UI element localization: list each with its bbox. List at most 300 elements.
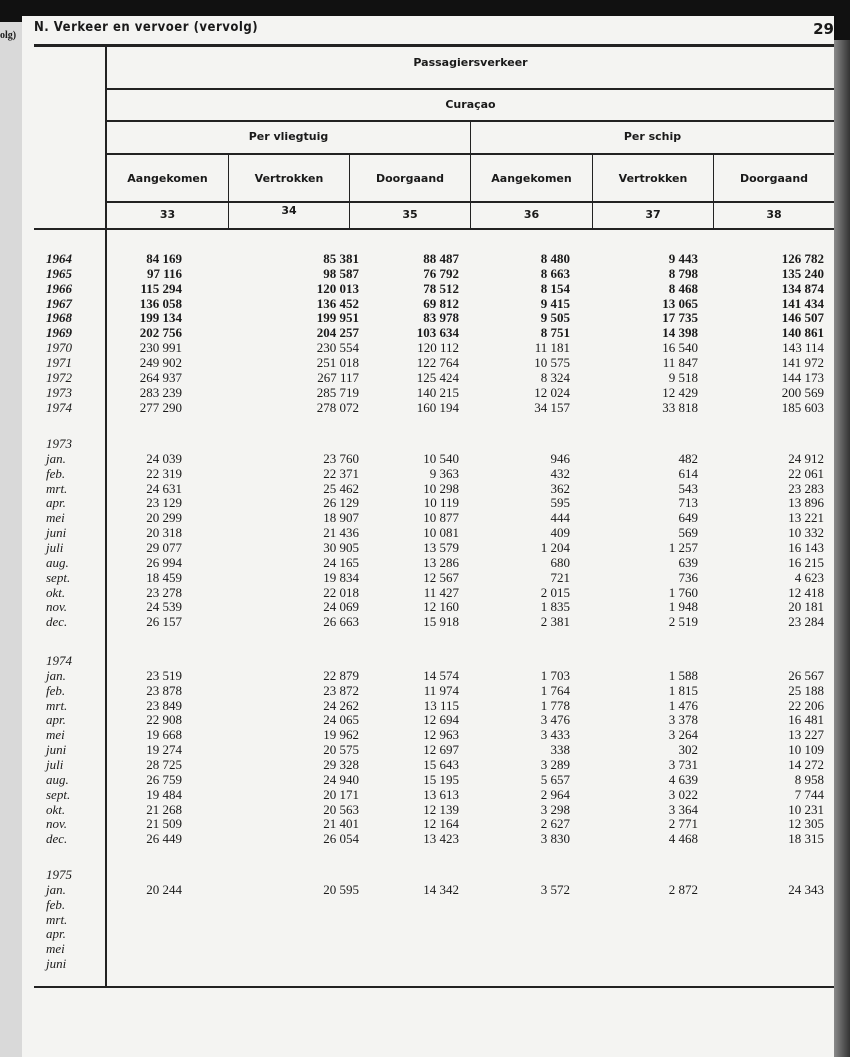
table-cell: 69 812 [423, 295, 459, 311]
table-cell: 23 878 [146, 682, 182, 698]
table-row [22, 926, 834, 941]
table-cell: 202 756 [139, 325, 182, 341]
table-cell: 26 129 [323, 495, 359, 511]
table-cell: 12 429 [662, 384, 698, 400]
table-cell: 2 872 [668, 881, 698, 897]
row-label: feb. [46, 896, 66, 912]
table-cell: 649 [678, 510, 698, 526]
table-row [22, 614, 834, 629]
table-cell: 4 468 [668, 831, 698, 847]
row-label: nov. [46, 816, 68, 832]
table-cell: 136 452 [316, 295, 359, 311]
table-cell: 338 [550, 742, 570, 758]
table-cell: 2 627 [540, 816, 570, 832]
table-row [22, 882, 834, 897]
table-cell: 22 371 [323, 465, 359, 481]
row-label: mei [46, 727, 65, 743]
table-cell: 26 994 [146, 554, 182, 570]
table-cell: 12 697 [423, 742, 459, 758]
column-number: 33 [159, 208, 176, 221]
table-row [22, 525, 834, 540]
row-label: apr. [46, 495, 66, 511]
table-cell: 200 569 [781, 384, 824, 400]
table-cell: 2 771 [668, 816, 698, 832]
table-cell: 16 481 [788, 712, 824, 728]
table-cell: 22 061 [788, 465, 824, 481]
table-cell: 12 160 [423, 599, 459, 615]
table-cell: 11 974 [423, 682, 459, 698]
table-cell: 13 286 [423, 554, 459, 570]
row-label: mrt. [46, 480, 68, 496]
row-label: juli [46, 539, 64, 555]
table-cell: 13 221 [788, 510, 824, 526]
table-cell: 16 143 [788, 539, 824, 555]
table-cell: 264 937 [139, 369, 182, 385]
table-cell: 1 948 [668, 599, 698, 615]
page-edge [834, 40, 850, 1057]
row-label: sept. [46, 569, 71, 585]
table-cell: 126 782 [781, 251, 824, 266]
block-label-row [22, 867, 834, 882]
table-cell: 10 575 [534, 354, 570, 370]
column-header: Vertrokken [618, 172, 688, 185]
top-rule [34, 44, 834, 47]
table-cell: 140 861 [781, 325, 824, 341]
row-label: 1969 [46, 325, 72, 341]
column-header: Aangekomen [127, 172, 208, 185]
row-label: 1974 [46, 399, 72, 415]
table-cell: 23 872 [323, 682, 359, 698]
table-cell: 122 764 [416, 354, 459, 370]
column-number: 36 [523, 208, 540, 221]
column-number: 38 [766, 208, 782, 221]
table-cell: 13 065 [662, 295, 698, 311]
row-label: juni [46, 525, 67, 541]
page-number: 29 [813, 20, 834, 38]
table-cell: 12 139 [423, 801, 459, 817]
table-cell: 24 940 [323, 771, 359, 787]
table-row [22, 698, 834, 713]
table-cell: 13 579 [423, 539, 459, 555]
row-label: okt. [46, 801, 66, 817]
table-cell: 26 759 [146, 771, 182, 787]
table-cell: 4 639 [668, 771, 698, 787]
table-row [22, 355, 834, 370]
table-cell: 10 119 [423, 495, 459, 511]
table-cell: 16 215 [788, 554, 824, 570]
table-cell: 24 069 [323, 599, 359, 615]
table-cell: 136 058 [139, 295, 182, 311]
table-row [22, 510, 834, 525]
table-cell: 736 [678, 569, 698, 585]
table-cell: 3 731 [668, 756, 698, 772]
table-cell: 204 257 [316, 325, 359, 341]
table-cell: 19 668 [146, 727, 182, 743]
row-label: feb. [46, 465, 66, 481]
table-cell: 3 264 [668, 727, 698, 743]
table-cell: 1 588 [668, 667, 698, 683]
table-cell: 24 039 [146, 450, 182, 466]
row-label: aug. [46, 771, 69, 787]
table-cell: 409 [550, 525, 570, 541]
table-cell: 10 332 [788, 525, 824, 541]
table-row [22, 742, 834, 757]
table-cell: 10 877 [423, 510, 459, 526]
row-label: 1970 [46, 340, 72, 356]
table-cell: 19 962 [323, 727, 359, 743]
adjacent-page-edge [0, 22, 22, 1057]
table-cell: 444 [550, 510, 570, 526]
table-row [22, 727, 834, 742]
table-cell: 14 342 [423, 881, 459, 897]
row-label: jan. [46, 667, 66, 683]
row-label: 1964 [46, 251, 72, 266]
row-label: 1966 [46, 280, 72, 296]
table-cell: 9 443 [668, 251, 698, 266]
table-row [22, 599, 834, 614]
table-row [22, 712, 834, 727]
table-cell: 120 112 [417, 340, 459, 356]
table-cell: 277 290 [139, 399, 182, 415]
table-cell: 283 239 [139, 384, 182, 400]
table-cell: 12 305 [788, 816, 824, 832]
table-cell: 3 433 [540, 727, 570, 743]
table-cell: 12 024 [534, 384, 570, 400]
row-label: jan. [46, 881, 66, 897]
table-row [22, 400, 834, 415]
table-cell: 20 299 [146, 510, 182, 526]
table-cell: 10 231 [788, 801, 824, 817]
table-cell: 33 818 [662, 399, 698, 415]
table-cell: 8 958 [794, 771, 824, 787]
col-divider [228, 154, 229, 229]
table-cell: 12 567 [423, 569, 459, 585]
rule [105, 88, 834, 90]
table-row [22, 370, 834, 385]
table-row [22, 683, 834, 698]
table-cell: 9 363 [429, 465, 459, 481]
table-cell: 8 154 [540, 280, 570, 296]
row-label: 1972 [46, 369, 72, 385]
table-cell: 13 423 [423, 831, 459, 847]
row-label: 1973 [46, 384, 72, 400]
block-year-label: 1973 [46, 436, 72, 451]
table-cell: 3 830 [540, 831, 570, 847]
table-cell: 21 268 [146, 801, 182, 817]
row-label: 1967 [46, 295, 72, 311]
table-cell: 8 751 [540, 325, 570, 341]
row-label: juli [46, 756, 64, 772]
table-cell: 267 117 [317, 369, 359, 385]
table-row [22, 897, 834, 912]
table-cell: 12 418 [788, 584, 824, 600]
table-row [22, 385, 834, 400]
table-cell: 14 574 [423, 667, 459, 683]
table-cell: 543 [678, 480, 698, 496]
table-cell: 120 013 [316, 280, 359, 296]
column-header: Doorgaand [739, 172, 809, 185]
table-cell: 639 [678, 554, 698, 570]
table-cell: 8 324 [540, 369, 570, 385]
table-row [22, 451, 834, 466]
column-number: 37 [645, 208, 661, 221]
row-label: 1965 [46, 265, 72, 281]
table-cell: 11 847 [662, 354, 698, 370]
table-cell: 1 764 [540, 682, 570, 698]
table-cell: 135 240 [781, 265, 824, 281]
row-label: 1968 [46, 310, 72, 326]
table-cell: 9 505 [540, 310, 570, 326]
table-cell: 10 109 [788, 742, 824, 758]
table-cell: 3 572 [540, 881, 570, 897]
table-row [22, 668, 834, 683]
table-cell: 3 298 [540, 801, 570, 817]
table-cell: 721 [550, 569, 570, 585]
row-label: jan. [46, 450, 66, 466]
table-cell: 230 554 [316, 340, 359, 356]
column-header: Aangekomen [491, 172, 572, 185]
table-row [22, 540, 834, 555]
table-cell: 302 [678, 742, 698, 758]
table-cell: 9 415 [540, 295, 570, 311]
table-cell: 2 964 [540, 786, 570, 802]
table-cell: 24 912 [788, 450, 824, 466]
table-cell: 21 509 [146, 816, 182, 832]
table-cell: 8 468 [668, 280, 698, 296]
row-label: 1971 [46, 354, 72, 370]
table-row [22, 941, 834, 956]
table-cell: 20 575 [323, 742, 359, 758]
table-row [22, 251, 834, 266]
table-cell: 199 951 [316, 310, 359, 326]
table-cell: 26 663 [323, 614, 359, 630]
row-label: mei [46, 941, 65, 957]
table-row [22, 772, 834, 787]
table-cell: 23 283 [788, 480, 824, 496]
table-cell: 20 171 [323, 786, 359, 802]
table-cell: 9 518 [668, 369, 698, 385]
table-row [22, 757, 834, 772]
table-cell: 19 274 [146, 742, 182, 758]
table-cell: 7 744 [794, 786, 824, 802]
table-cell: 125 424 [416, 369, 459, 385]
table-cell: 5 657 [540, 771, 570, 787]
table-cell: 1 760 [668, 584, 698, 600]
table-cell: 1 703 [540, 667, 570, 683]
group-header: Passagiersverkeer [413, 56, 528, 69]
table-cell: 18 907 [323, 510, 359, 526]
row-label: aug. [46, 554, 69, 570]
block-label-row [22, 436, 834, 451]
table-cell: 1 835 [540, 599, 570, 615]
table-cell: 8 798 [668, 265, 698, 281]
table-cell: 84 169 [146, 251, 182, 266]
row-label: juni [46, 742, 67, 758]
table-cell: 13 613 [423, 786, 459, 802]
table-cell: 10 540 [423, 450, 459, 466]
row-label: apr. [46, 712, 66, 728]
table-cell: 3 378 [668, 712, 698, 728]
block-label-row [22, 653, 834, 668]
table-cell: 946 [550, 450, 570, 466]
table-cell: 21 401 [323, 816, 359, 832]
subgroup-header: Curaçao [445, 98, 496, 111]
table-cell: 285 719 [316, 384, 359, 400]
table-cell: 13 227 [788, 727, 824, 743]
table-row [22, 296, 834, 311]
row-label: apr. [46, 926, 66, 942]
table-row [22, 325, 834, 340]
table-row [22, 956, 834, 971]
table-cell: 115 294 [140, 280, 182, 296]
table-cell: 83 978 [423, 310, 459, 326]
document-page [22, 16, 834, 1057]
table-cell: 13 896 [788, 495, 824, 511]
table-cell: 25 462 [323, 480, 359, 496]
table-cell: 24 343 [788, 881, 824, 897]
table-cell: 11 427 [423, 584, 459, 600]
table-cell: 3 364 [668, 801, 698, 817]
table-cell: 24 065 [323, 712, 359, 728]
table-cell: 569 [678, 525, 698, 541]
table-cell: 24 631 [146, 480, 182, 496]
table-row [22, 816, 834, 831]
table-cell: 23 849 [146, 697, 182, 713]
table-cell: 18 459 [146, 569, 182, 585]
table-cell: 1 204 [540, 539, 570, 555]
column-header: Vertrokken [254, 172, 324, 185]
table-cell: 143 114 [782, 340, 824, 356]
table-cell: 141 434 [781, 295, 824, 311]
table-cell: 76 792 [423, 265, 459, 281]
table-cell: 22 018 [323, 584, 359, 600]
row-label: nov. [46, 599, 68, 615]
table-row [22, 570, 834, 585]
mode-header-ship: Per schip [623, 130, 682, 143]
row-label: okt. [46, 584, 66, 600]
table-cell: 103 634 [416, 325, 459, 341]
table-cell: 34 157 [534, 399, 570, 415]
table-cell: 10 081 [423, 525, 459, 541]
table-cell: 20 244 [146, 881, 182, 897]
table-cell: 3 022 [668, 786, 698, 802]
block-year-label: 1974 [46, 653, 72, 668]
table-cell: 3 476 [540, 712, 570, 728]
column-number: 34 [281, 204, 297, 217]
table-cell: 144 173 [781, 369, 824, 385]
table-cell: 249 902 [139, 354, 182, 370]
table-cell: 3 289 [540, 756, 570, 772]
table-cell: 1 476 [668, 697, 698, 713]
table-row [22, 281, 834, 296]
table-cell: 10 298 [423, 480, 459, 496]
table-cell: 18 315 [788, 831, 824, 847]
row-label: juni [46, 956, 67, 972]
table-cell: 29 077 [146, 539, 182, 555]
table-row [22, 495, 834, 510]
table-cell: 20 181 [788, 599, 824, 615]
table-cell: 199 134 [139, 310, 182, 326]
table-row [22, 481, 834, 496]
table-cell: 20 595 [323, 881, 359, 897]
table-cell: 85 381 [323, 251, 359, 266]
table-cell: 28 725 [146, 756, 182, 772]
table-cell: 22 319 [146, 465, 182, 481]
table-cell: 19 834 [323, 569, 359, 585]
table-cell: 25 188 [788, 682, 824, 698]
block-year-label: 1975 [46, 867, 72, 882]
table-cell: 21 436 [323, 525, 359, 541]
table-cell: 482 [678, 450, 698, 466]
column-number: 35 [402, 208, 418, 221]
table-cell: 8 663 [540, 265, 570, 281]
table-cell: 12 164 [423, 816, 459, 832]
table-row [22, 340, 834, 355]
table-cell: 22 206 [788, 697, 824, 713]
table-row [22, 310, 834, 325]
table-cell: 24 165 [323, 554, 359, 570]
table-cell: 26 449 [146, 831, 182, 847]
table-row [22, 912, 834, 927]
table-cell: 278 072 [316, 399, 359, 415]
table-cell: 13 115 [423, 697, 459, 713]
table-cell: 16 540 [662, 340, 698, 356]
adjacent-page-fragment: olg) [0, 30, 17, 41]
table-cell: 680 [550, 554, 570, 570]
table-cell: 78 512 [423, 280, 459, 296]
table-cell: 11 181 [534, 340, 570, 356]
table-row [22, 266, 834, 281]
table-row [22, 802, 834, 817]
table-cell: 160 194 [416, 399, 459, 415]
table-cell: 185 603 [781, 399, 824, 415]
table-cell: 24 539 [146, 599, 182, 615]
table-cell: 20 318 [146, 525, 182, 541]
table-cell: 22 879 [323, 667, 359, 683]
table-cell: 29 328 [323, 756, 359, 772]
table-cell: 2 381 [540, 614, 570, 630]
table-cell: 1 778 [540, 697, 570, 713]
table-cell: 24 262 [323, 697, 359, 713]
table-cell: 362 [550, 480, 570, 496]
page-title: N. Verkeer en vervoer (vervolg) [34, 20, 259, 35]
table-cell: 23 284 [788, 614, 824, 630]
row-label: sept. [46, 786, 71, 802]
table-cell: 140 215 [416, 384, 459, 400]
table-cell: 12 963 [423, 727, 459, 743]
table-cell: 15 918 [423, 614, 459, 630]
mode-header-air: Per vliegtuig [248, 130, 329, 143]
table-cell: 8 480 [540, 251, 570, 266]
table-row [22, 466, 834, 481]
table-cell: 251 018 [316, 354, 359, 370]
table-cell: 26 054 [323, 831, 359, 847]
table-cell: 26 567 [788, 667, 824, 683]
row-label: feb. [46, 682, 66, 698]
table-cell: 14 398 [662, 325, 698, 341]
table-cell: 12 694 [423, 712, 459, 728]
row-label: dec. [46, 614, 68, 630]
row-label: mrt. [46, 911, 68, 927]
table-cell: 23 760 [323, 450, 359, 466]
table-cell: 2 015 [540, 584, 570, 600]
table-cell: 23 519 [146, 667, 182, 683]
row-label: mei [46, 510, 65, 526]
table-cell: 2 519 [668, 614, 698, 630]
table-cell: 146 507 [781, 310, 824, 326]
table-cell: 20 563 [323, 801, 359, 817]
table-cell: 595 [550, 495, 570, 511]
